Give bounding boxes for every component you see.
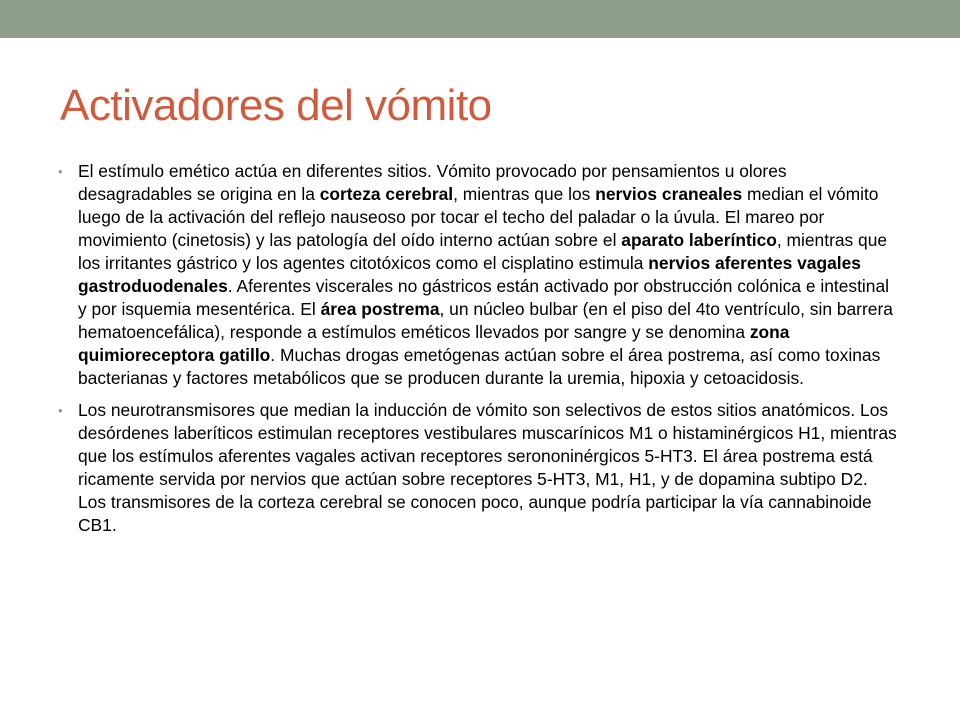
slide-body bbox=[58, 160, 898, 546]
bullet-text: El estímulo emético actúa en diferentes sitios. Vómito provocado por pensamientos u olores desagradables se origina en la corteza cerebral, mientras que los nervios craneales median el vómito luego de la activación del reflejo nauseoso por tocar el techo del paladar o la úvula. El mareo por movimiento (cinetosis) y las patología del oído interno actúan sobre el aparato laberíntico, mientras que los irritantes gástrico y los agentes citotóxicos como el cisplatino estimula nervios aferentes vagales gastroduodenales. Aferentes viscerales no gástricos están activado por obstrucción colónica e intestinal y por isquemia mesentérica. El área postrema, un núcleo bulbar (en el piso del 4to ventrículo, sin barrera hematoencefálica), responde a estímulos eméticos llevados por sangre y se denomina zona quimioreceptora gatillo. Muchas drogas emetógenas actúan sobre el área postrema, así como toxinas bacterianas y factores metabólicos que se producen durante la uremia, hipoxia y cetoacidosis. bbox=[78, 161, 893, 388]
bullet-dot-icon: • bbox=[58, 403, 63, 418]
slide-title: Activadores del vómito bbox=[60, 81, 492, 130]
bullet-item bbox=[58, 160, 898, 390]
bullet-text: Los neurotransmisores que median la inducción de vómito son selectivos de estos sitios anatómicos. Los desórdenes laberíticos estimulan receptores vestibulares muscarínicos M1 o histaminérgicos H1, mientras que los estímulos aferentes vagales activan receptores serononinérgicos 5-HT3. El área postrema está ricamente servida por nervios que actúan sobre receptores 5-HT3, M1, H1, y de dopamina subtipo D2. Los transmisores de la corteza cerebral se conocen poco, aunque podría participar la vía cannabinoide CB1. bbox=[78, 400, 897, 535]
bullet-item bbox=[58, 399, 898, 537]
bullet-dot-icon: • bbox=[58, 164, 63, 179]
top-accent-bar bbox=[0, 0, 960, 38]
